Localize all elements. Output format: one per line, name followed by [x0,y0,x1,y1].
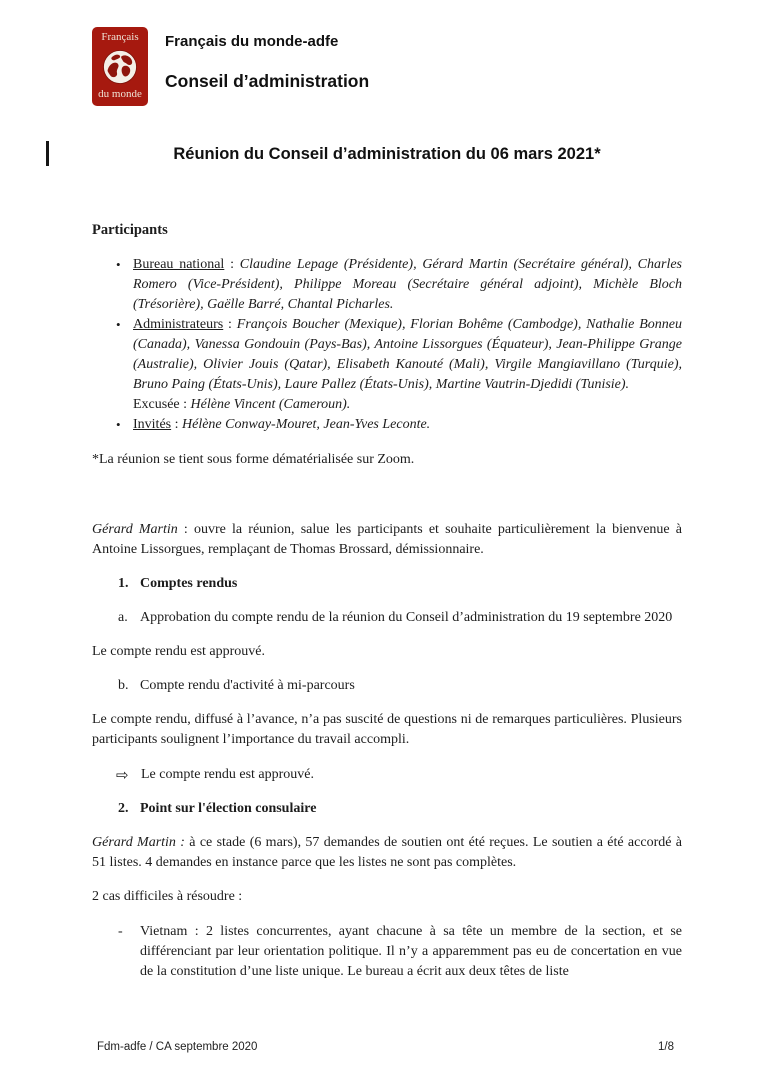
section2-speaker-text: à ce stade (6 mars), 57 demandes de soutien ont été reçues. Le soutien a été accordé à 51 listes. 4 demandes en instance parce que les listes ne sont pas complètes. [92,835,682,870]
vietnam-text: Vietnam : 2 listes concurrentes, ayant chacune à sa tête un membre de la section, et se différenciant par leur orientation politique. Il n’y a apparemment pas eu de concertation en vue de la constitution d’une liste unique. Le bureau a écrit aux deux têtes de liste [140,924,682,979]
bureau-label: Bureau national [133,257,225,272]
excused-line [133,395,682,415]
document-title: Réunion du Conseil d’administration du 06 mars 2021* [173,145,601,163]
item-b-text: Compte rendu d'activité à mi-parcours [140,678,355,693]
opening-text: ouvre la réunion, salue les participants et souhaite particulièrement la bienvenue à Antoine Lissorgues, remplaçant de Thomas Brossard, démissionnaire. [92,522,683,557]
section1-heading [92,574,682,594]
bullet-icon: • [116,257,121,272]
administrateurs-label: Administrateurs [133,317,224,332]
bureau-separator: : [224,257,240,272]
arrow-icon: ⇨ [116,766,129,784]
bullet-icon: • [116,317,121,332]
section2-title: Point sur l'élection consulaire [140,801,317,816]
paragraph-two-cases: 2 cas difficiles à résoudre : [92,889,243,904]
item-b [92,676,682,696]
document-body [92,220,682,982]
section1-number: 1. [118,576,129,591]
speaker-name: Gérard Martin : [92,835,185,850]
bureau-names: Claudine Lepage (Présidente), Gérard Martin (Secrétaire général), Charles Romero (Vice-Président), Philippe Moreau (Secrétaire général adjoint), Michèle Bloch (Trésorière), Gaëlle Barré, Chantal Picharles. [133,257,682,312]
section2-heading [92,799,682,819]
header-text-block [165,27,369,90]
speaker-separator: : [177,522,194,537]
globe-icon [100,46,140,86]
document-header [92,27,682,106]
invites-separator: : [171,417,182,432]
org-logo [92,27,148,106]
list-item-bureau [92,255,682,315]
administrateurs-names: François Boucher (Mexique), Florian Bohême (Cambodge), Nathalie Bonneu (Canada), Vanessa Gondouin (Pays-Bas), Antoine Lissorgues (Équateur), Jean-Philippe Grange (Australie), Olivier Jouis (Qatar), Elisabeth Kanouté (Mali), Virgile Mangiavillano (Turquie), Bruno Paing (États-Unis), Laure Pallez (États-Unis), Martine Vautrin-Djedidi (Tunisie). [133,317,683,392]
list-item-invites [92,415,682,435]
document-footer [97,1041,674,1053]
document-subtitle: Conseil d’administration [165,71,370,91]
spacer [92,470,682,506]
excused-name: Hélène Vincent (Cameroun). [190,397,351,412]
participants-list [92,255,682,435]
dash-icon: - [118,924,123,939]
administrateurs-text [133,315,682,415]
arrow-text: Le compte rendu est approuvé. [141,767,314,782]
participants-heading: Participants [92,222,168,238]
org-name: Français du monde-adfe [165,33,339,50]
logo-text-bottom: du monde [98,88,142,100]
paragraph-report-b: Le compte rendu, diffusé à l’avance, n’a pas suscité de questions ni de remarques particulières. Plusieurs participants soulignent l’importance du travail accompli. [92,712,682,747]
arrow-item [92,765,682,785]
speaker-name: Gérard Martin [92,522,178,537]
section1-title: Comptes rendus [140,576,238,591]
paragraph-approval-a: Le compte rendu est approuvé. [92,644,265,659]
item-b-number: b. [118,678,129,693]
vietnam-item [92,922,682,982]
page-number: 1/8 [658,1041,674,1053]
footer-left: Fdm-adfe / CA septembre 2020 [97,1041,258,1053]
bullet-icon: • [116,417,121,432]
revision-bar [46,141,49,166]
item-a-text: Approbation du compte rendu de la réunion du Conseil d’administration du 19 septembre 2020 [140,610,673,625]
item-a [92,608,682,628]
list-item-administrateurs [92,315,682,415]
administrateurs-separator: : [223,317,237,332]
section2-speaker-paragraph [92,833,682,873]
section2-number: 2. [118,801,129,816]
invites-text [133,415,682,435]
zoom-footnote: *La réunion se tient sous forme dématérialisée sur Zoom. [92,452,415,467]
opening-paragraph [92,520,682,560]
excused-label: Excusée : [133,397,191,412]
item-a-number: a. [118,610,128,625]
invites-label: Invités [133,417,172,432]
bureau-text [133,255,682,315]
invites-names: Hélène Conway-Mouret, Jean-Yves Leconte. [182,417,431,432]
logo-text-top: Français [101,31,139,43]
administrateurs-main [133,315,682,395]
